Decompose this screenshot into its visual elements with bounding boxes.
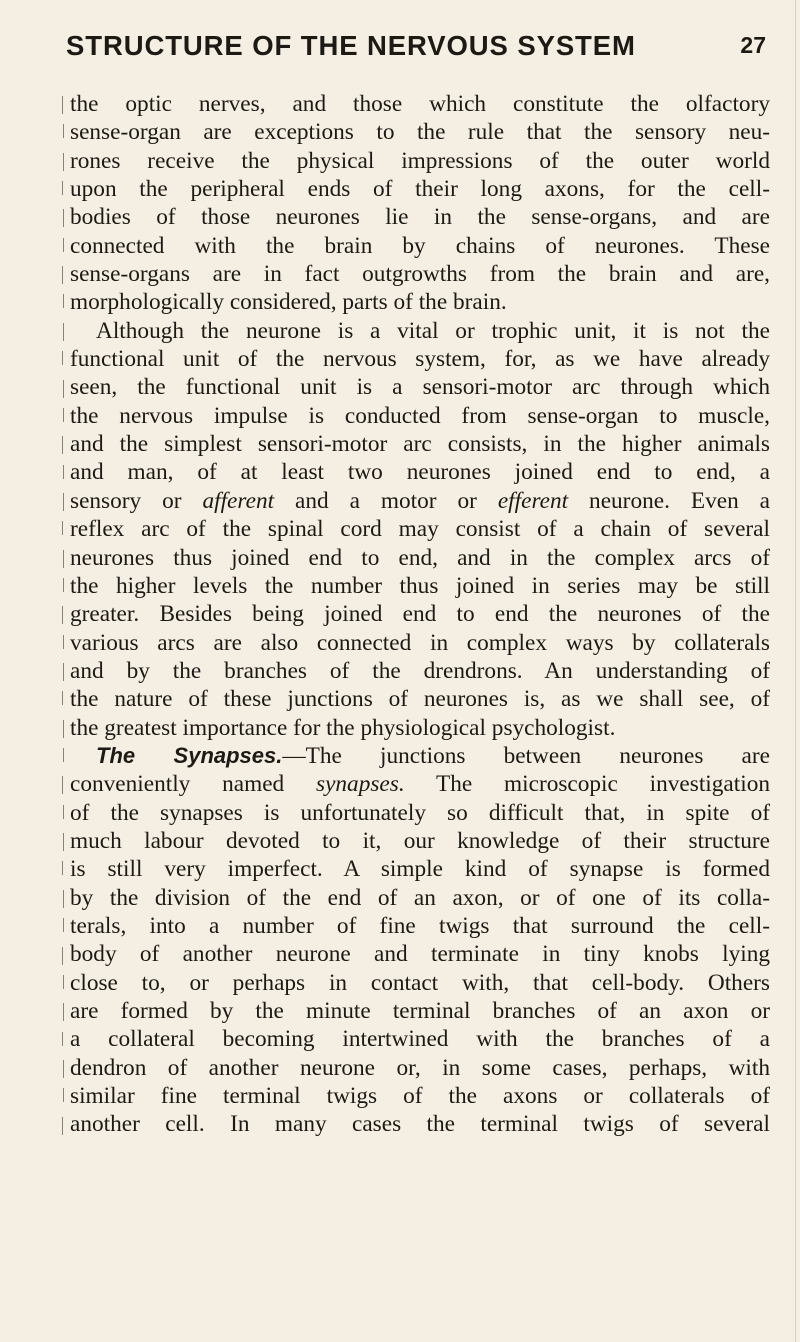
line-text: upon the peripheral ends of their long axons, for the cell- [70,176,770,203]
line-text: similar fine terminal twigs of the axons or collaterals of [70,1083,770,1110]
gutter-mark [62,181,63,195]
text-line [70,600,770,628]
line-text: rones receive the physical impressions of the outer world [70,147,770,174]
line-text: sense-organ are exceptions to the rule that the sensory neu- [70,119,770,146]
page-number: 27 [740,32,766,58]
line-text: Although the neurone is a vital or trophic unit, it is not the [96,317,770,344]
gutter-mark [62,606,63,624]
text-line [70,912,770,940]
text-line [70,118,770,146]
gutter-mark [63,805,64,819]
text-line [70,685,770,713]
text-line [70,317,770,345]
gutter-mark [62,861,63,875]
text-line [70,1054,770,1082]
text-line [70,940,770,968]
gutter-mark [63,1003,64,1021]
gutter-mark [62,1117,63,1135]
text-line [70,232,770,260]
line-text: conveniently named [70,771,316,798]
gutter-mark [63,1060,64,1078]
text-line [70,515,770,543]
line-text: is still very imperfect. A simple kind of synapse is formed [70,856,770,883]
line-text: connected with the brain by chains of neurones. These [70,232,770,259]
line-text: neurone. Even a [568,487,770,514]
gutter-mark [63,294,64,308]
line-text: dendron of another neurone or, in some cases, perhaps, with [70,1054,770,1081]
italic-term: afferent [202,487,275,514]
text-line [70,345,770,373]
gutter-mark [62,436,63,454]
text-line [70,969,770,997]
text-line [70,260,770,288]
line-text: and a motor or [274,487,498,514]
gutter-mark [63,323,64,341]
text-line [70,657,770,685]
line-text: greater. Besides being joined end to end the neurones of the [70,601,770,628]
gutter-mark [63,238,64,252]
text-line [70,373,770,401]
text-line [70,997,770,1025]
line-text: neurones thus joined end to end, and in the complex arcs of [70,544,770,571]
text-line [70,742,770,770]
gutter-mark [63,550,64,568]
gutter-mark [63,918,64,932]
line-text: sense-organs are in fact outgrowths from the brain and are, [70,261,770,288]
text-line [70,629,770,657]
gutter-mark [62,1032,63,1046]
line-text: and by the branches of the drendrons. An understanding of [70,657,770,684]
gutter-mark [62,96,63,114]
page-header [66,30,766,78]
line-text: are formed by the minute terminal branches of an axon or [70,998,770,1024]
italic-term: efferent [497,487,569,514]
line-text: —The junctions between neurones are [282,742,770,769]
italic-term: synapses. [316,771,405,798]
line-text: reflex arc of the spinal cord may consist of a chain of several [70,516,770,543]
gutter-mark [62,351,63,365]
gutter-mark [63,578,64,592]
text-line [70,884,770,912]
text-line [70,458,770,486]
line-text: another cell. In many cases the terminal twigs of several [70,1111,770,1138]
text-line [70,402,770,430]
line-text: sensory or [70,487,203,514]
line-text: various arcs are also connected in complex ways by collaterals [70,629,770,656]
body-text [70,90,770,1139]
line-text: the greatest importance for the physiological psychologist. [70,714,616,741]
gutter-mark [63,153,64,171]
gutter-mark [63,209,64,227]
text-line [70,1082,770,1110]
line-text: body of another neurone and terminate in tiny knobs lying [70,941,770,968]
text-line [70,544,770,572]
line-text: morphologically considered, parts of the brain. [70,289,507,316]
line-text: and the simplest sensori-motor arc consists, in the higher animals [70,431,770,458]
line-text: the optic nerves, and those which constitute the olfactory [70,91,770,117]
text-line [70,288,770,316]
gutter-mark [62,691,63,705]
gutter-mark [63,465,64,479]
line-text: terals, into a number of fine twigs that surround the cell- [70,912,770,939]
gutter-mark [63,635,64,649]
running-head: STRUCTURE OF THE NERVOUS SYSTEM [66,30,636,61]
text-line [70,799,770,827]
text-line [70,147,770,175]
line-text: of the synapses is unfortunately so difficult that, in spite of [70,799,770,826]
line-text: The microscopic investigation [404,771,771,798]
gutter-mark [63,380,64,398]
line-text: by the division of the end of an axon, or of one of its colla- [70,884,770,911]
gutter-mark [63,663,64,681]
gutter-mark [62,521,63,535]
gutter-mark [63,493,64,511]
gutter-mark [63,975,64,989]
text-line [70,572,770,600]
section-heading: The Synapses. [96,742,283,768]
gutter-mark [63,408,64,422]
line-text: the higher levels the number thus joined in series may be still [70,572,770,599]
page-edge [795,0,796,1342]
text-line [70,770,770,798]
line-text: and man, of at least two neurones joined end to end, a [70,459,770,486]
line-text: a collateral becoming intertwined with the branches of a [70,1026,770,1053]
gutter-mark [62,776,63,794]
line-text: functional unit of the nervous system, for, as we have already [70,346,770,373]
line-text: bodies of those neurones lie in the sense-organs, and are [70,204,770,231]
text-line [70,175,770,203]
text-line [70,430,770,458]
gutter-mark [63,748,64,762]
gutter-mark [63,124,64,138]
gutter-mark [62,266,63,284]
gutter-mark [63,890,64,908]
line-text: much labour devoted to it, our knowledge of their structure [70,827,770,854]
text-line [70,714,770,742]
text-line [70,487,770,515]
text-line [70,90,770,118]
line-text: seen, the functional unit is a sensori-motor arc through which [70,374,770,401]
text-line [70,855,770,883]
text-line [70,203,770,231]
text-line [70,1110,770,1138]
gutter-mark [63,833,64,851]
gutter-mark [63,720,64,738]
line-text: close to, or perhaps in contact with, that cell-body. Others [70,969,770,996]
line-text: the nature of these junctions of neurones is, as we shall see, of [70,686,770,713]
gutter-mark [62,947,63,965]
text-line [70,1025,770,1053]
text-line [70,827,770,855]
gutter-mark [63,1088,64,1102]
line-text: the nervous impulse is conducted from sense-organ to muscle, [70,402,770,429]
